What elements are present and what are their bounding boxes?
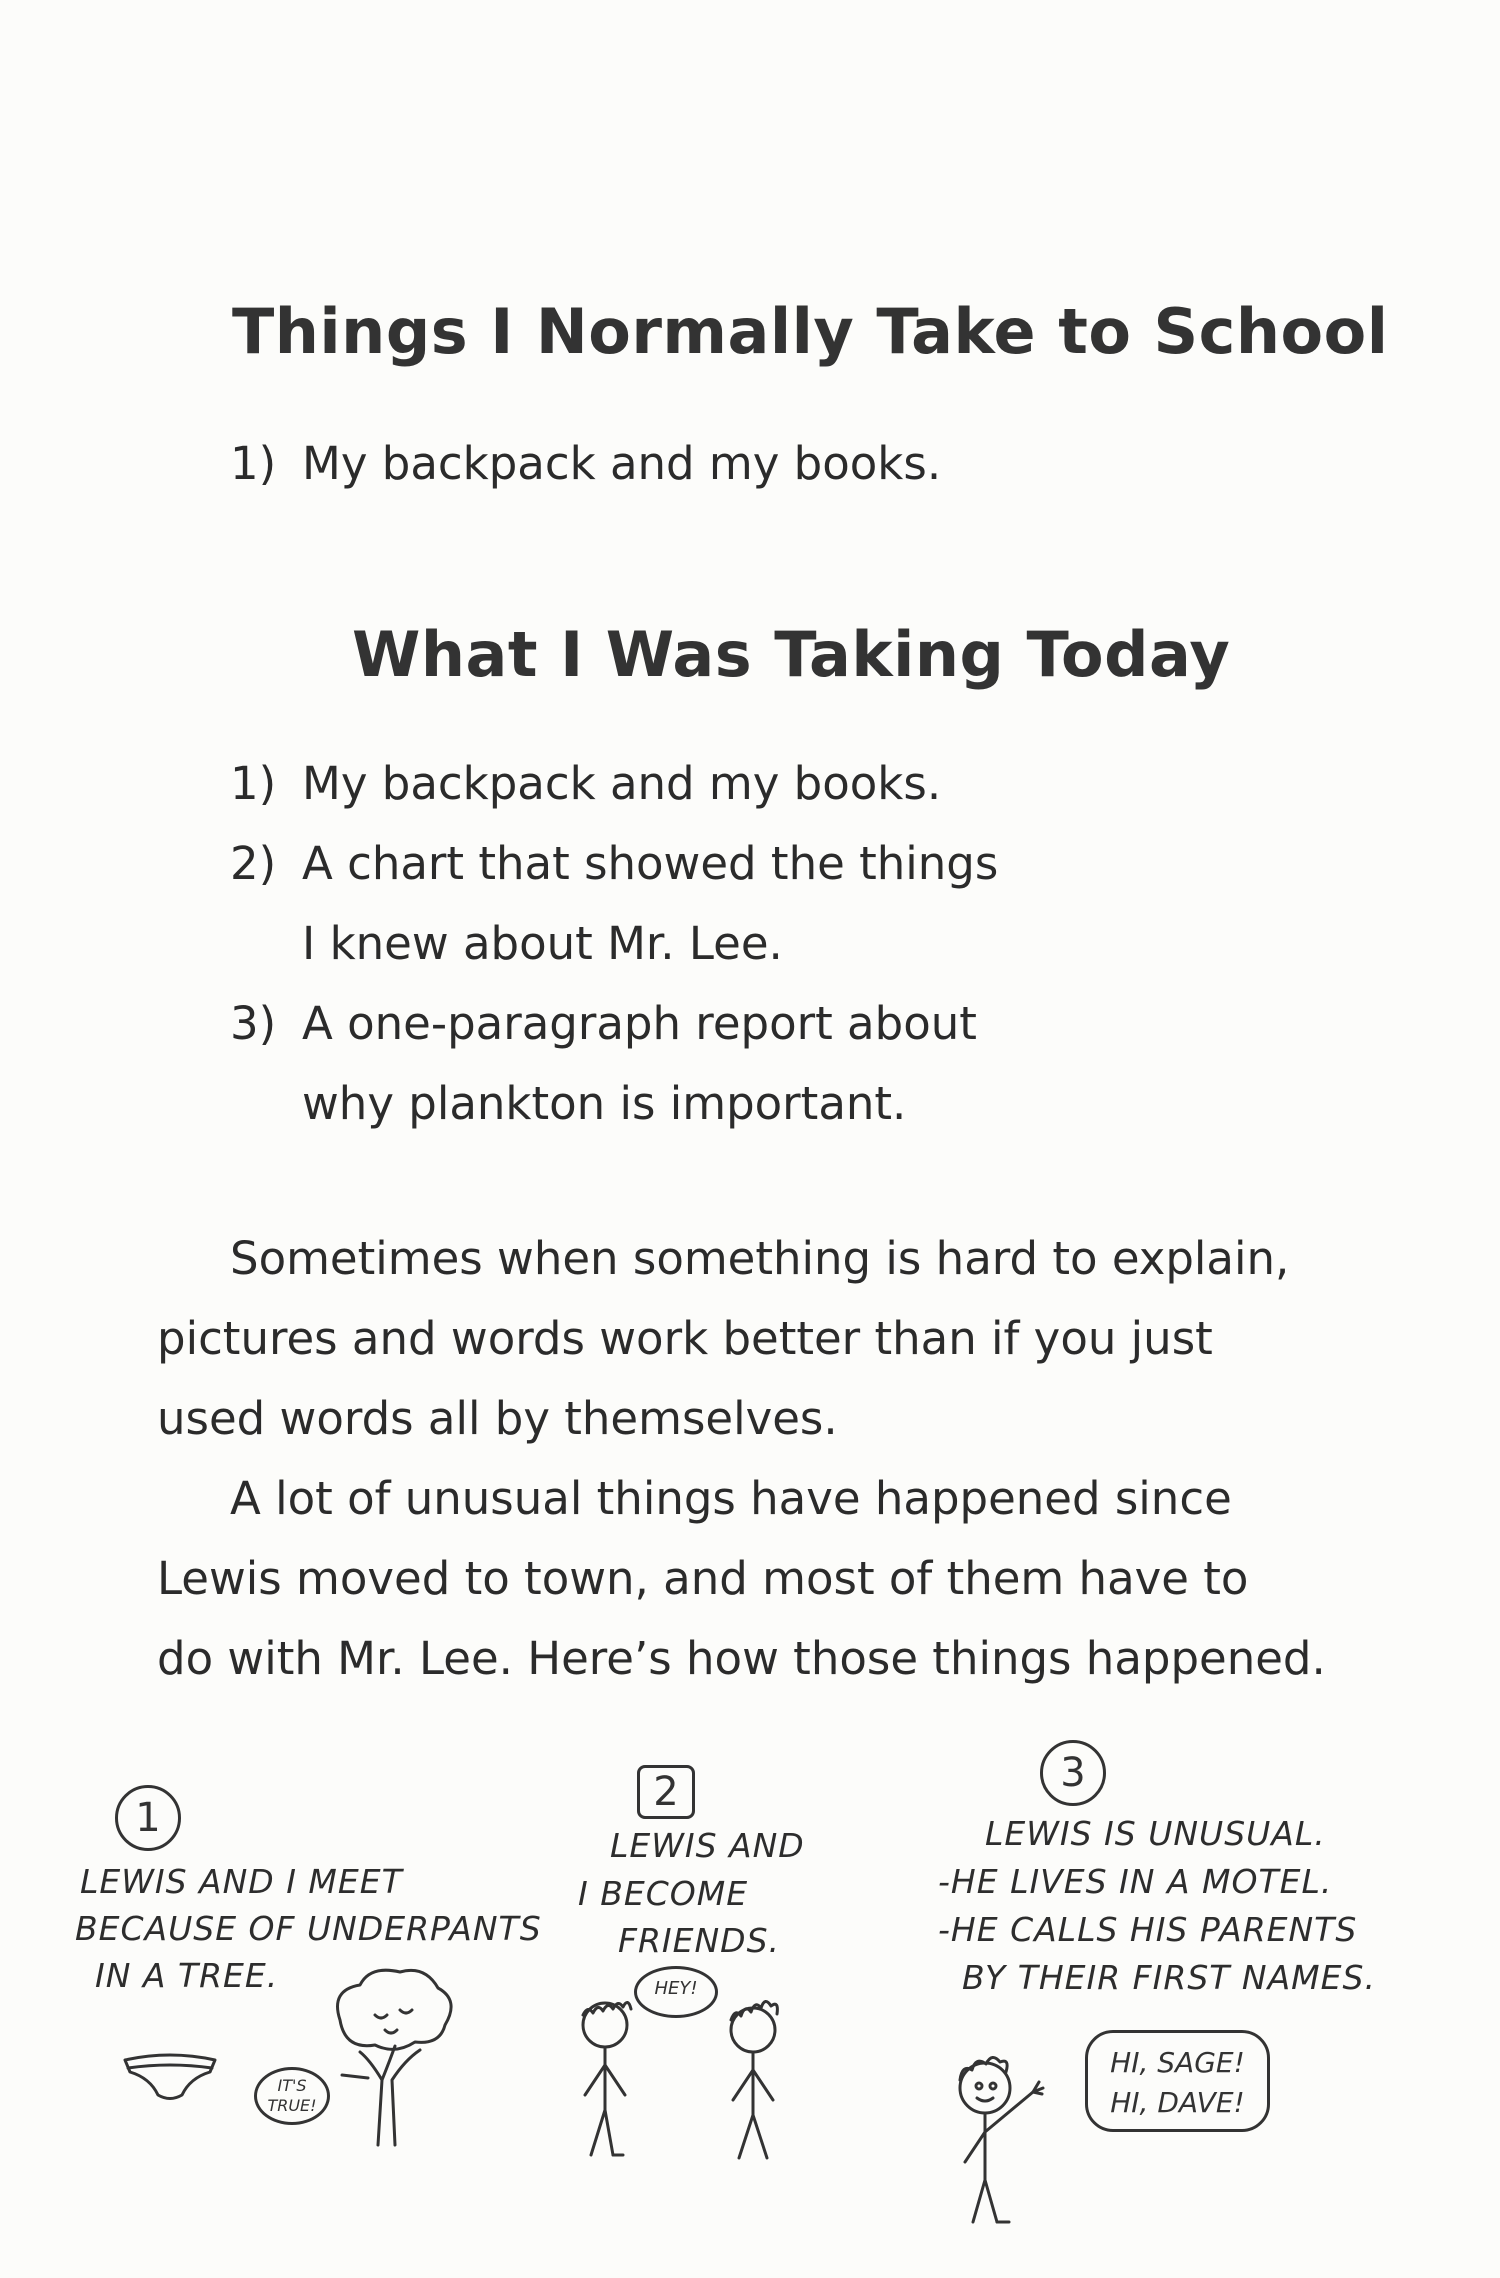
panel-caption-line: FRIENDS. bbox=[618, 1921, 781, 1960]
speech-bubble bbox=[1085, 2030, 1270, 2132]
speech-text: IT'S bbox=[277, 2076, 307, 2095]
paragraph-line: Sometimes when something is hard to explain, bbox=[230, 1232, 1290, 1285]
panel-number-circle: 3 bbox=[1040, 1740, 1106, 1806]
list-text: A chart that showed the things bbox=[302, 837, 999, 890]
stick-figure-left bbox=[555, 1995, 645, 2170]
paragraph-line: A lot of unusual things have happened since bbox=[230, 1472, 1232, 1525]
stick-figure-waving bbox=[945, 2050, 1075, 2230]
list-text: A one-paragraph report about bbox=[302, 997, 977, 1050]
heading-normally-take: Things I Normally Take to School bbox=[232, 295, 1389, 368]
paragraph-line: do with Mr. Lee. Here’s how those things happened. bbox=[157, 1632, 1326, 1685]
panel-caption-line: I BECOME bbox=[578, 1874, 749, 1913]
speech-text: HEY! bbox=[654, 1978, 698, 1999]
tree-drawing bbox=[320, 1960, 460, 2150]
speech-text: HI, SAGE! bbox=[1110, 2046, 1245, 2079]
paragraph-line: Lewis moved to town, and most of them have to bbox=[157, 1552, 1249, 1605]
speech-text: TRUE! bbox=[267, 2096, 317, 2115]
panel-caption-line: LEWIS AND I MEET bbox=[80, 1862, 403, 1901]
list-number: 1) bbox=[230, 437, 277, 490]
panel-caption-line: -HE CALLS HIS PARENTS bbox=[938, 1910, 1358, 1949]
panel-caption-line: LEWIS IS UNUSUAL. bbox=[985, 1814, 1326, 1853]
list-number: 3) bbox=[230, 997, 277, 1050]
panel-caption-line: LEWIS AND bbox=[610, 1826, 805, 1865]
underpants-drawing bbox=[120, 2050, 220, 2110]
heading-taking-today: What I Was Taking Today bbox=[352, 618, 1231, 691]
panel-caption-line: IN A TREE. bbox=[95, 1956, 279, 1995]
paragraph-line: used words all by themselves. bbox=[157, 1392, 838, 1445]
list-text: I knew about Mr. Lee. bbox=[302, 917, 783, 970]
list-number: 2) bbox=[230, 837, 277, 890]
panel-caption-line: BECAUSE OF UNDERPANTS bbox=[75, 1909, 542, 1948]
panel-caption-line: BY THEIR FIRST NAMES. bbox=[962, 1958, 1376, 1997]
panel-caption-line: -HE LIVES IN A MOTEL. bbox=[938, 1862, 1333, 1901]
speech-bubble bbox=[254, 2067, 330, 2125]
paragraph-line: pictures and words work better than if you just bbox=[157, 1312, 1213, 1365]
panel-number-circle: 1 bbox=[115, 1785, 181, 1851]
list-text: My backpack and my books. bbox=[302, 757, 942, 810]
panel-number-circle: 2 bbox=[637, 1765, 695, 1819]
list-number: 1) bbox=[230, 757, 277, 810]
speech-text: HI, DAVE! bbox=[1110, 2086, 1245, 2119]
list-text: why plankton is important. bbox=[302, 1077, 907, 1130]
stick-figure-right bbox=[705, 1995, 805, 2170]
list-text: My backpack and my books. bbox=[302, 437, 942, 490]
